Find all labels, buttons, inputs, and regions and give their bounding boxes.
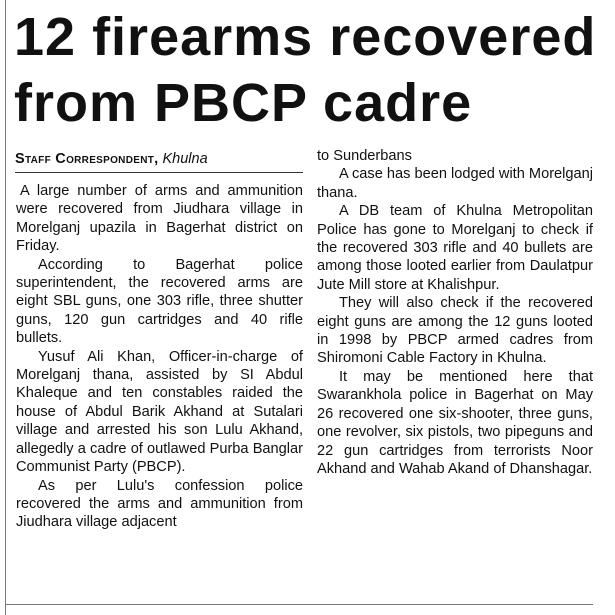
paragraph: According to Bagerhat police superintendent, the recovered arms are eight SBL guns, one 303 rifle, three shutter guns, 120 gun cartridges and 40 rifle bullets. <box>16 256 303 347</box>
bottom-rule <box>5 604 593 605</box>
paragraph: They will also check if the recovered eight guns are among the 12 guns looted in 1998 by PBCP armed cadres from Shiromoni Cable Factory in Khulna. <box>317 295 593 367</box>
paragraph: A large number of arms and ammunition were recovered from Jiudhara village in Morelganj upazila in Bagerhat district on Friday. <box>16 183 303 255</box>
byline-place: Khulna <box>162 151 208 167</box>
byline-divider <box>15 172 303 173</box>
paragraph: A DB team of Khulna Metropolitan Police has gone to Morelganj to check if the recovered 303 rifle and 40 bullets are among those looted earlier from Daulatpur Jute Mill store at Khalishpur. <box>317 203 593 293</box>
paragraph: It may be mentioned here that Swarankhola police in Bagerhat on May 26 recovered one six-shooter, three guns, one revolver, six pistols, two pipeguns and 22 gun cartridges from terrorists Noor Akhand and Wahab Akand of Dhanshagar. <box>317 368 593 477</box>
paragraph-continued: to Sunderbans <box>317 148 412 164</box>
article-column-left <box>16 182 303 532</box>
byline-author: Staff Correspondent, <box>15 151 159 167</box>
byline <box>15 150 300 168</box>
article-column-right <box>317 147 593 478</box>
paragraph: As per Lulu's confession police recovered the arms and ammunition from Jiudhara village adjacent <box>16 477 303 531</box>
headline: 12 firearms recovered from PBCP cadre <box>14 7 597 133</box>
paragraph: A case has been lodged with Morelganj thana. <box>317 166 593 201</box>
left-column-rule <box>5 0 6 615</box>
paragraph: Yusuf Ali Khan, Officer-in-charge of Morelganj thana, assisted by SI Abdul Khaleque and ten constables raided the house of Abdul Barik Akhand at Sutalari village and arrested his son Lulu Akhand, allegedly a cadre of outlawed Purba Banglar Communist Party (PBCP). <box>16 348 303 476</box>
